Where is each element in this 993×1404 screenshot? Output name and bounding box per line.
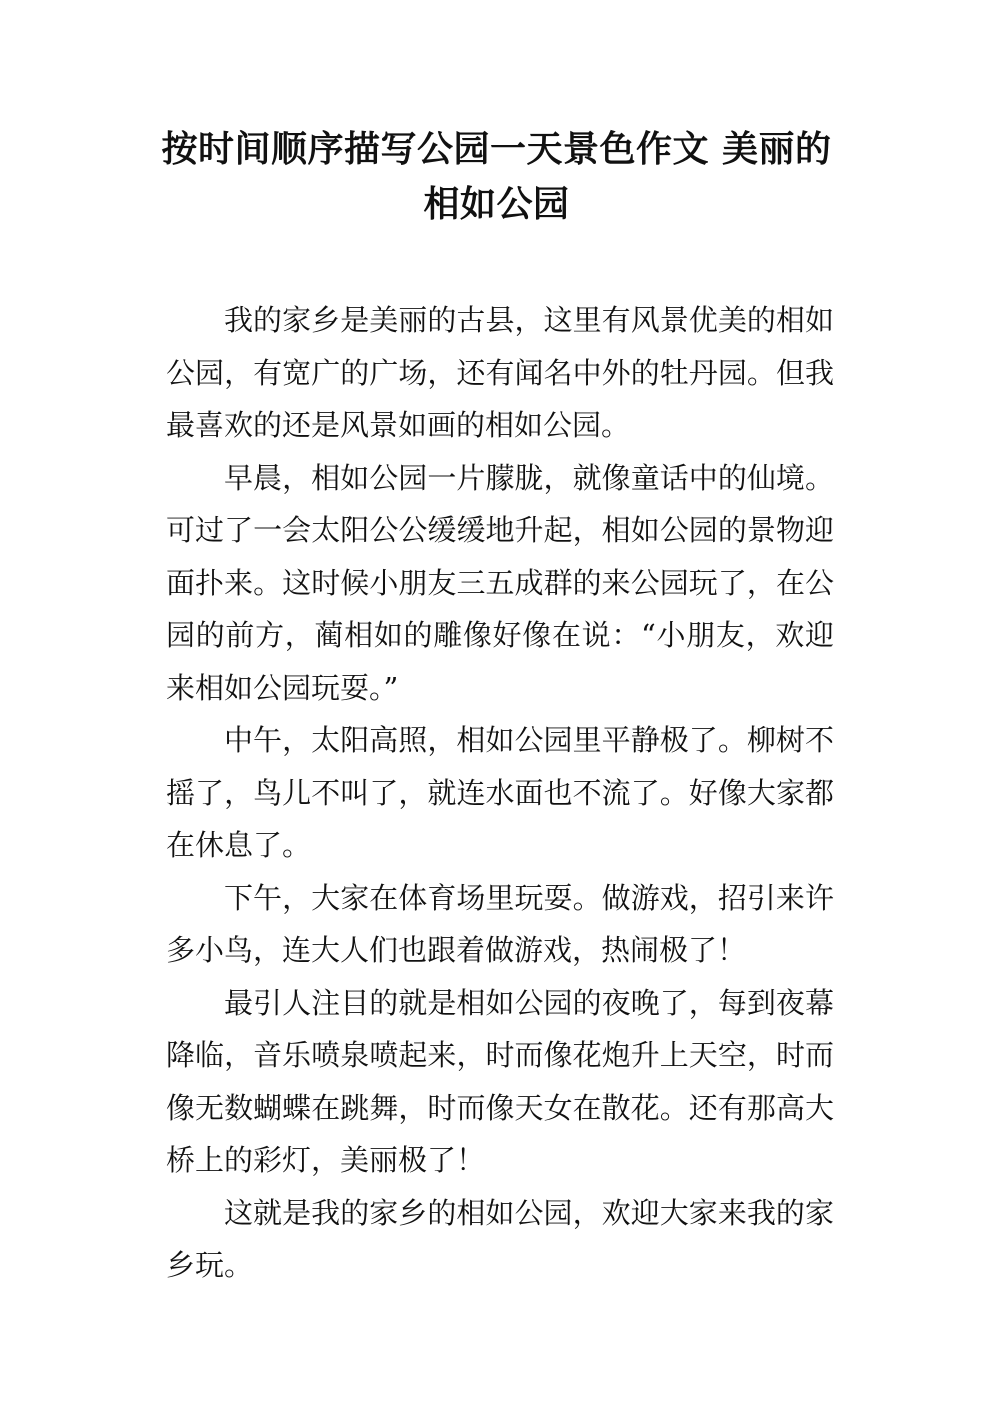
- paragraph-evening: 最引人注目的就是相如公园的夜晚了，每到夜幕降临，音乐喷泉喷起来，时而像花炮升上天空，时而像无数蝴蝶在跳舞，时而像天女在散花。还有那高大桥上的彩灯，美丽极了！: [166, 985, 834, 1177]
- paragraph-intro: 我的家乡是美丽的古县，这里有风景优美的相如公园，有宽广的广场，还有闻名中外的牡丹园。但我最喜欢的还是风景如画的相如公园。: [166, 303, 834, 442]
- document-title: 按时间顺序描写公园一天景色作文 美丽的相如公园: [161, 129, 832, 225]
- paragraph-morning: 早晨，相如公园一片朦胧，就像童话中的仙境。可过了一会太阳公公缓缓地升起，相如公园的景物迎面扑来。这时候小朋友三五成群的来公园玩了，在公园的前方，蔺相如的雕像好像在说：“小朋友，欢迎来相如公园玩耍。”: [166, 460, 834, 705]
- document-body: [166, 294, 834, 1292]
- paragraph-noon: 中午，太阳高照，相如公园里平静极了。柳树不摇了，鸟儿不叫了，就连水面也不流了。好像大家都在休息了。: [166, 723, 834, 862]
- paragraph-conclusion: 这就是我的家乡的相如公园，欢迎大家来我的家乡玩。: [166, 1195, 834, 1282]
- paragraph-afternoon: 下午，大家在体育场里玩耍。做游戏，招引来许多小鸟，连大人们也跟着做游戏，热闹极了！: [166, 880, 834, 967]
